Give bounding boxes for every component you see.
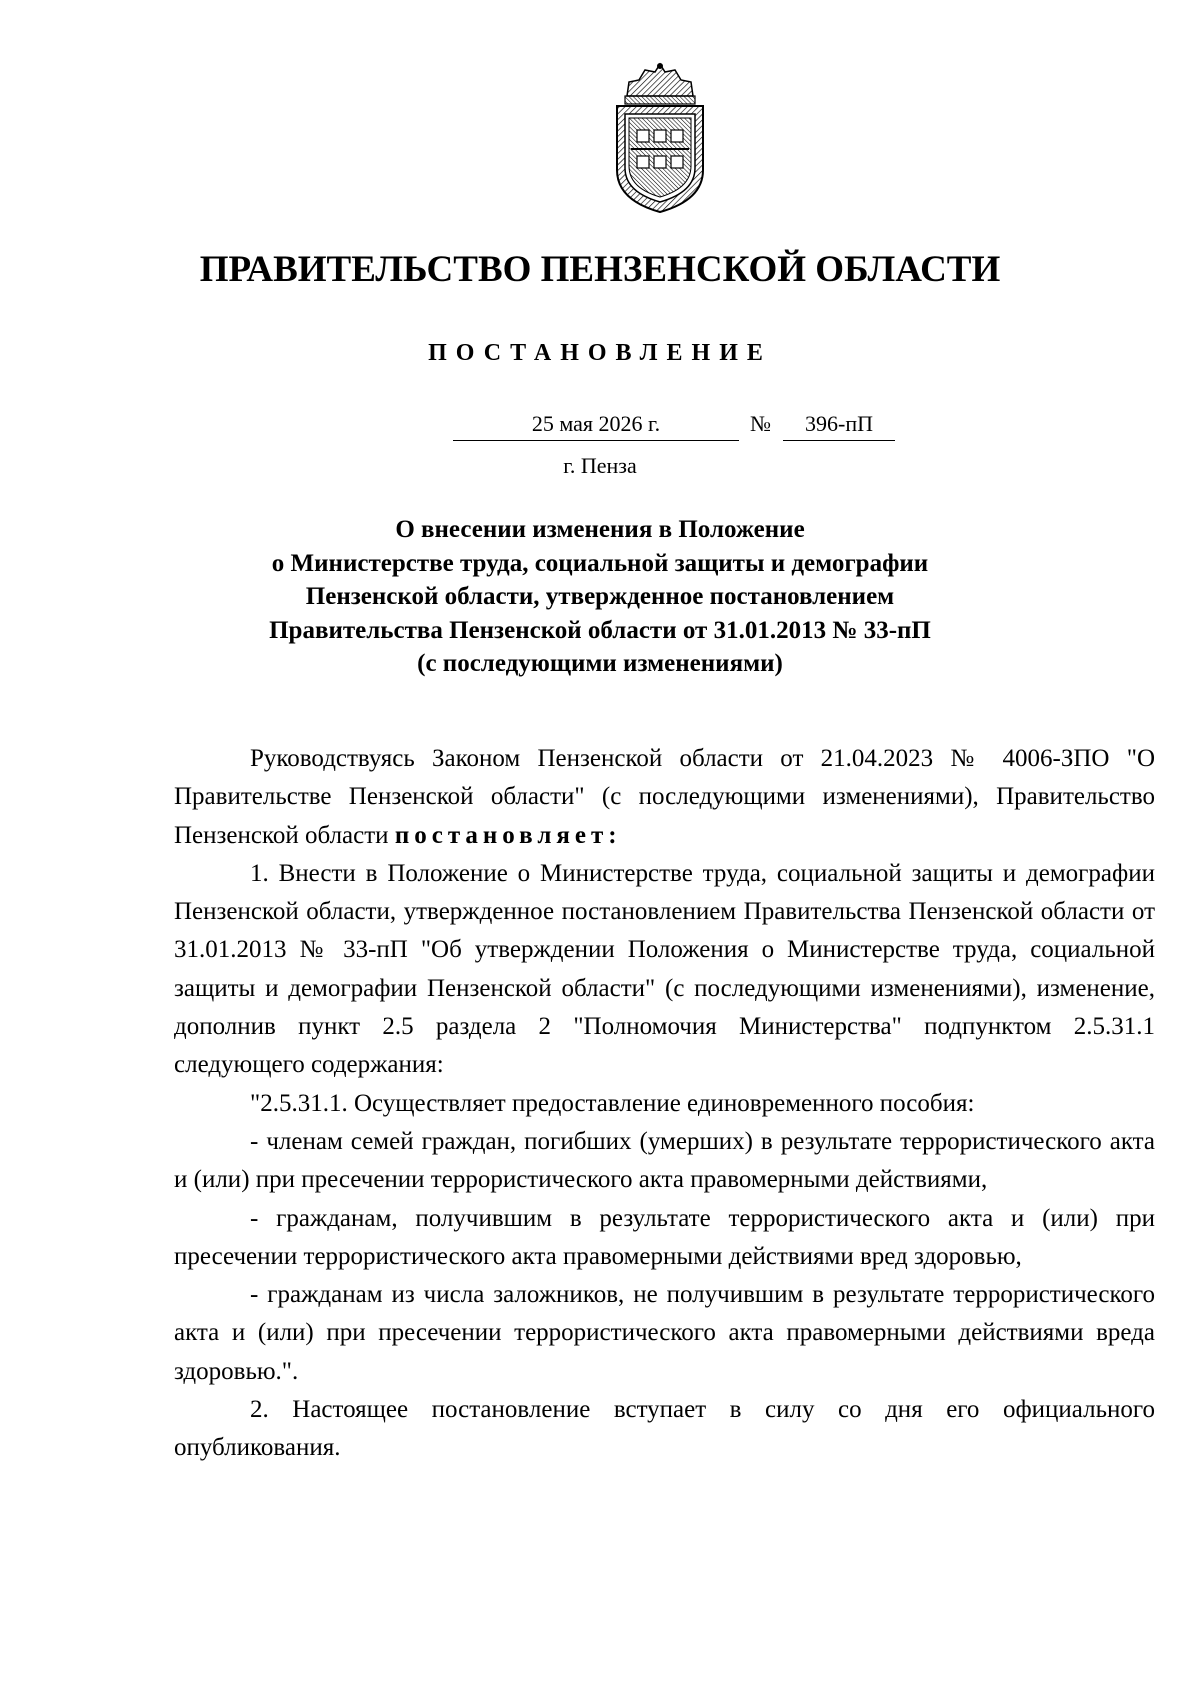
preamble-text: Руководствуясь Законом Пензенской области от 21.04.2023 № 4006-ЗПО "О Правительстве Пензенской области" (с последующими изменениями), Правительство Пензенской области: [174, 745, 1155, 849]
list-item: - членам семей граждан, погибших (умерших) в результате террористического акта и (или) при пресечении террористического акта правомерными действиями,: [174, 1127, 1155, 1194]
document-city: г. Пенза: [563, 453, 637, 478]
document-type-heading: ПОСТАНОВЛЕНИЕ: [428, 340, 772, 366]
decree-word: постановляет:: [394, 821, 622, 849]
list-item: - гражданам, получившим в результате террористического акта и (или) при пресечении террористического акта правомерными действиями вред здоровью,: [174, 1204, 1155, 1270]
subitem-paragraph: "2.5.31.1. Осуществляет предоставление единовременного пособия:: [250, 1089, 975, 1117]
subject-line: о Министерстве труда, социальной защиты и демографии: [271, 549, 929, 577]
item-2-paragraph: 2. Настоящее постановление вступает в силу со дня его официального опубликования.: [174, 1396, 1155, 1462]
document-number: 396-пП: [783, 410, 895, 441]
subject-line: Правительства Пензенской области от 31.01.2013 № 33-пП: [269, 616, 931, 644]
list-item: - гражданам из числа заложников, не получившим в результате террористического акта и (или) при пресечении террористического акта правомерными действиями вреда здоровью.".: [174, 1281, 1155, 1385]
document-body: [174, 740, 1155, 1468]
organization-title: ПРАВИТЕЛЬСТВО ПЕНЗЕНСКОЙ ОБЛАСТИ: [199, 249, 1001, 290]
coat-of-arms-emblem: [609, 60, 711, 218]
document-subject: [200, 513, 1000, 681]
item-1-paragraph: 1. Внести в Положение о Министерстве труда, социальной защиты и демографии Пензенской области, утвержденное постановлением Правительства Пензенской области от 31.01.2013 № 33-пП "Об утверждении Положения о Министерстве труда, социальной защиты и демографии Пензенской области" (с последующими изменениями), изменение, дополнив пункт 2.5 раздела 2 "Полномочия Министерства" подпунктом 2.5.31.1 следующего содержания:: [174, 859, 1155, 1079]
document-date: 25 мая 2026 г.: [453, 410, 739, 441]
number-sign: №: [750, 411, 771, 436]
subject-line: Пензенской области, утвержденное постановлением: [305, 583, 895, 610]
preamble-paragraph: [174, 740, 1155, 855]
date-number-row: [0, 410, 1200, 442]
subject-line: О внесении изменения в Положение: [395, 516, 805, 543]
subject-line: (с последующими изменениями): [417, 650, 783, 677]
